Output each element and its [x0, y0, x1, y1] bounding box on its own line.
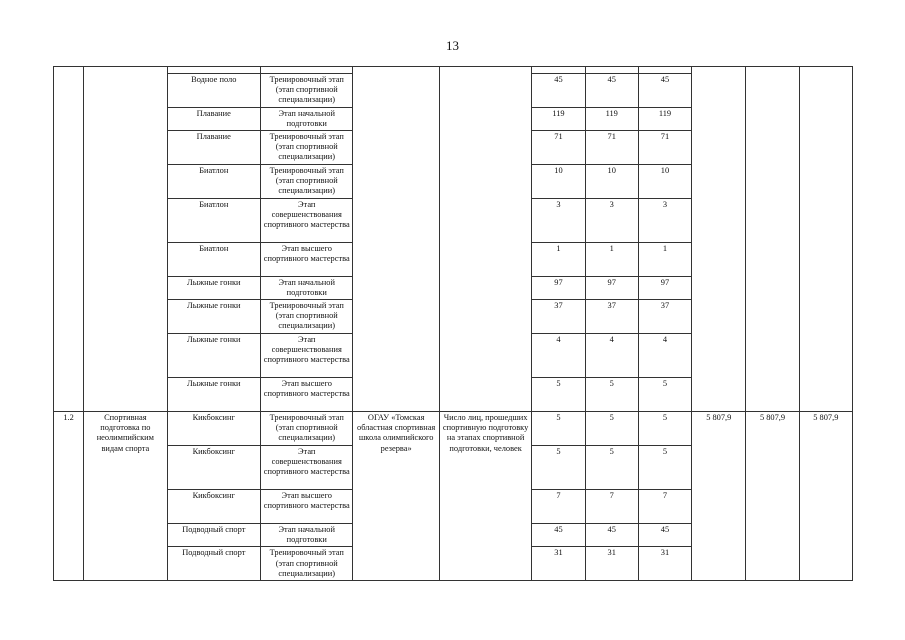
amount-cell: 5 807,9	[799, 412, 852, 581]
amount-cell: 5 807,9	[692, 412, 746, 581]
value-cell: 97	[532, 277, 585, 300]
sport-cell: Кикбоксинг	[167, 412, 260, 446]
sport-cell: Биатлон	[167, 243, 260, 277]
amount-cell: 5 807,9	[746, 412, 799, 581]
value-cell: 31	[585, 547, 638, 581]
stage-cell: Тренировочный этап (этап спортивной специализации)	[261, 131, 353, 165]
value-cell: 7	[585, 490, 638, 524]
page-number: 13	[446, 38, 459, 53]
value-cell: 3	[585, 199, 638, 243]
value-cell: 119	[585, 108, 638, 131]
value-cell: 45	[532, 524, 585, 547]
table-body	[54, 67, 853, 581]
value-cell: 10	[585, 165, 638, 199]
value-cell: 71	[585, 131, 638, 165]
value-cell: 10	[638, 165, 691, 199]
value-cell: 5	[532, 412, 585, 446]
value-cell: 45	[638, 74, 691, 108]
sport-cell: Лыжные гонки	[167, 334, 260, 378]
sport-cell: Биатлон	[167, 165, 260, 199]
sport-cell: Кикбоксинг	[167, 490, 260, 524]
stage-cell: Этап начальной подготовки	[261, 277, 353, 300]
section-name-cell: Спортивная подготовка по неолимпийским видам спорта	[84, 412, 167, 581]
stage-cell: Этап высшего спортивного мастерства	[261, 378, 353, 412]
amount-cell-empty	[746, 67, 799, 412]
value-cell: 1	[532, 243, 585, 277]
amount-cell-empty	[799, 67, 852, 412]
value-cell: 1	[585, 243, 638, 277]
table-header-continuation	[54, 67, 853, 74]
value-cell: 5	[532, 446, 585, 490]
value-cell: 45	[638, 524, 691, 547]
value-cell: 3	[638, 199, 691, 243]
sport-cell: Плавание	[167, 131, 260, 165]
sport-cell: Подводный спорт	[167, 547, 260, 581]
value-cell: 5	[638, 412, 691, 446]
stage-cell: Тренировочный этап (этап спортивной специализации)	[261, 412, 353, 446]
value-cell: 4	[638, 334, 691, 378]
value-cell: 119	[532, 108, 585, 131]
institution-cell-empty	[353, 67, 439, 412]
indicator-cell: Число лиц, прошедших спортивную подготовку на этапах спортивной подготовки, человек	[439, 412, 531, 581]
sport-cell: Биатлон	[167, 199, 260, 243]
value-cell: 31	[638, 547, 691, 581]
sport-cell: Подводный спорт	[167, 524, 260, 547]
name-cell-empty	[84, 67, 167, 412]
section-index-cell: 1.2	[54, 412, 84, 581]
stage-cell: Этап высшего спортивного мастерства	[261, 490, 353, 524]
value-cell: 37	[532, 300, 585, 334]
value-cell: 5	[638, 378, 691, 412]
value-cell: 31	[532, 547, 585, 581]
value-cell: 45	[585, 524, 638, 547]
value-cell: 71	[638, 131, 691, 165]
program-table	[53, 66, 853, 581]
sport-cell: Кикбоксинг	[167, 446, 260, 490]
sport-cell: Плавание	[167, 108, 260, 131]
value-cell: 4	[585, 334, 638, 378]
stage-cell: Этап совершенствования спортивного мастерства	[261, 199, 353, 243]
value-cell: 5	[532, 378, 585, 412]
value-cell: 7	[638, 490, 691, 524]
value-cell: 7	[532, 490, 585, 524]
amount-cell-empty	[692, 67, 746, 412]
sport-cell: Водное поло	[167, 74, 260, 108]
stage-cell: Этап начальной подготовки	[261, 108, 353, 131]
sport-cell: Лыжные гонки	[167, 300, 260, 334]
stage-cell: Этап совершенствования спортивного мастерства	[261, 446, 353, 490]
value-cell: 37	[585, 300, 638, 334]
sport-cell: Лыжные гонки	[167, 378, 260, 412]
value-cell: 45	[532, 74, 585, 108]
value-cell: 97	[585, 277, 638, 300]
value-cell: 37	[638, 300, 691, 334]
table-row	[54, 412, 853, 446]
institution-cell: ОГАУ «Томская областная спортивная школа олимпийского резерва»	[353, 412, 439, 581]
value-cell: 71	[532, 131, 585, 165]
value-cell: 5	[585, 378, 638, 412]
value-cell: 3	[532, 199, 585, 243]
stage-cell: Тренировочный этап (этап спортивной специализации)	[261, 300, 353, 334]
stage-cell: Этап высшего спортивного мастерства	[261, 243, 353, 277]
indicator-cell-empty	[439, 67, 531, 412]
value-cell: 10	[532, 165, 585, 199]
value-cell: 119	[638, 108, 691, 131]
value-cell: 4	[532, 334, 585, 378]
value-cell: 45	[585, 74, 638, 108]
stage-cell: Тренировочный этап (этап спортивной специализации)	[261, 547, 353, 581]
value-cell: 5	[638, 446, 691, 490]
stage-cell: Тренировочный этап (этап спортивной специализации)	[261, 74, 353, 108]
value-cell: 5	[585, 446, 638, 490]
value-cell: 1	[638, 243, 691, 277]
stage-cell: Тренировочный этап (этап спортивной специализации)	[261, 165, 353, 199]
stage-cell: Этап совершенствования спортивного мастерства	[261, 334, 353, 378]
value-cell: 97	[638, 277, 691, 300]
sport-cell: Лыжные гонки	[167, 277, 260, 300]
index-cell-empty	[54, 67, 84, 412]
stage-cell: Этап начальной подготовки	[261, 524, 353, 547]
value-cell: 5	[585, 412, 638, 446]
